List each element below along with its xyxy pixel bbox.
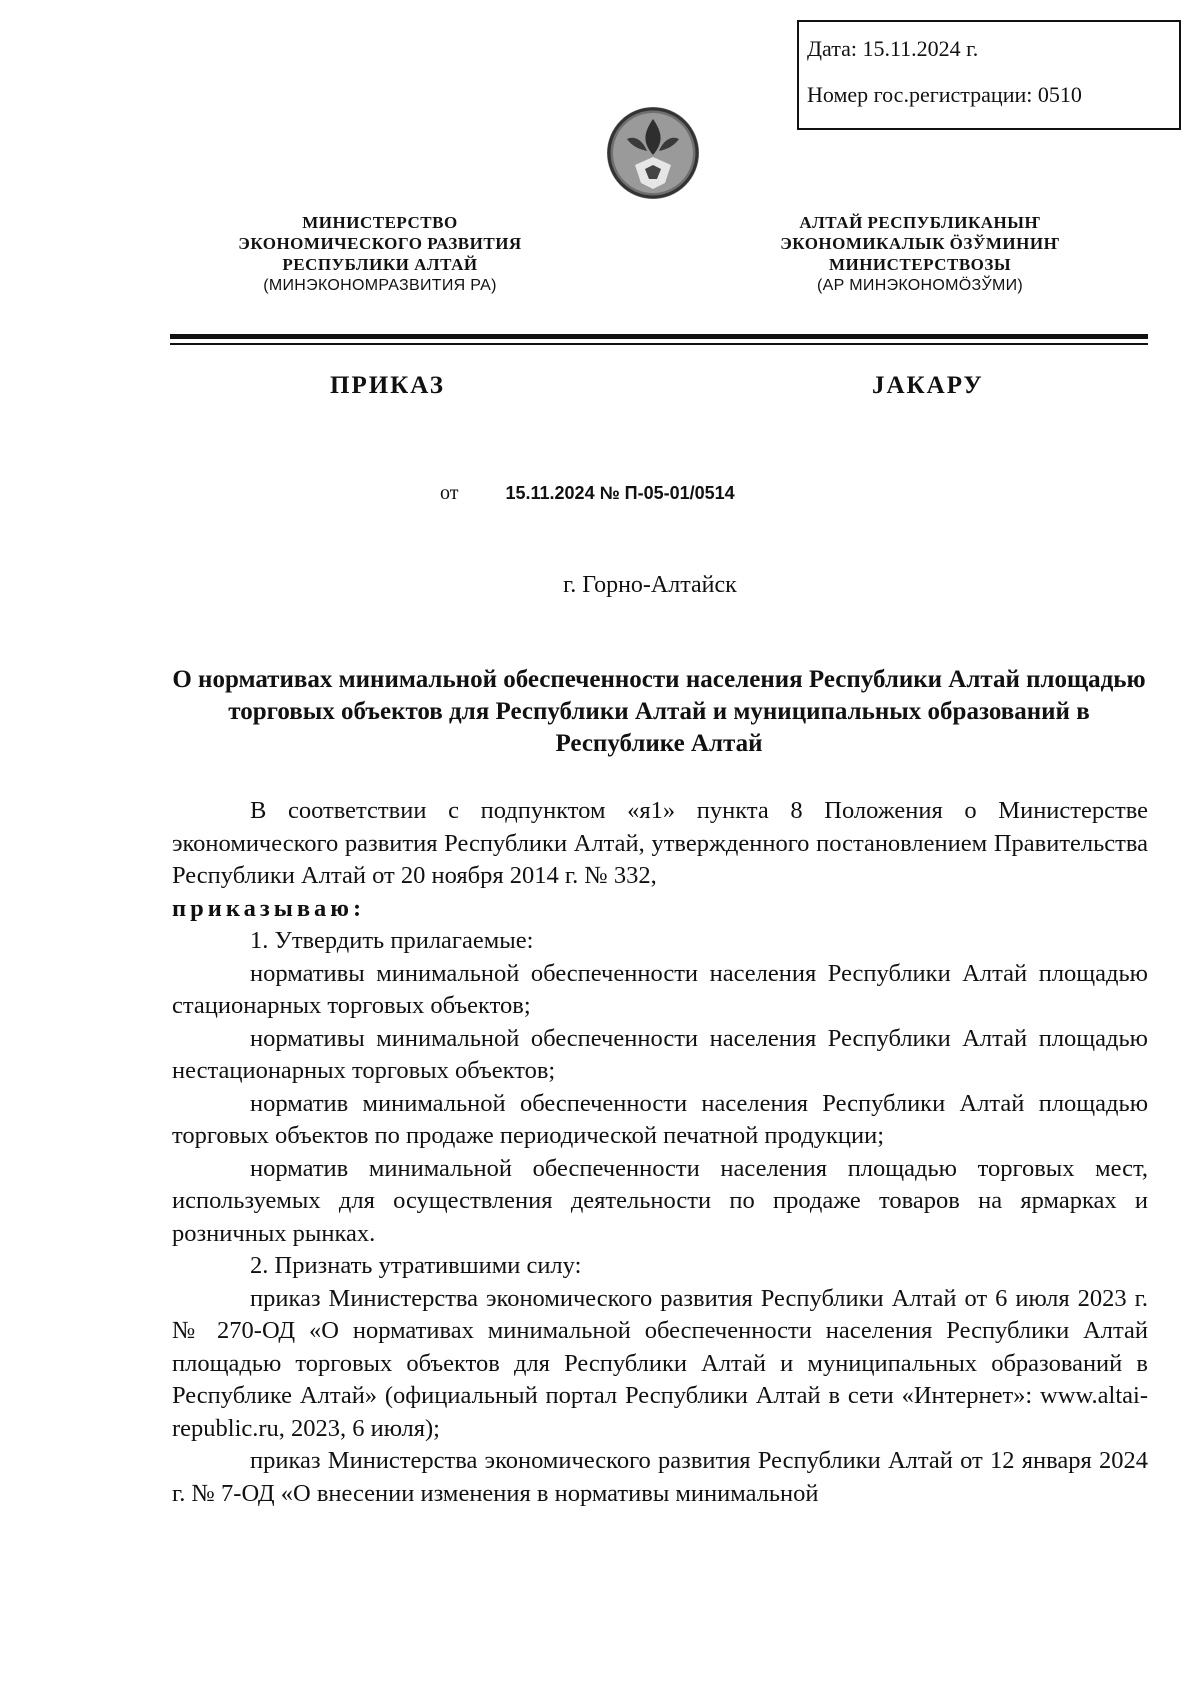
- ministry-alt-abbr: (АР МИНЭКОНОМÖЗЎМИ): [816, 277, 1024, 294]
- ministry-alt-line1: АЛТАЙ РЕСПУБЛИКАНЫҤ: [799, 213, 1041, 232]
- body-paragraph-1: В соответствии с подпунктом «я1» пункта 8 Положения о Министерстве экономического развития Республики Алтай, утвержденного постановлением Правительства Республики Алтай от 20 ноября 2014 г. № 332,: [172, 797, 1148, 889]
- ministry-ru-line2: ЭКОНОМИЧЕСКОГО РАЗВИТИЯ: [238, 234, 522, 253]
- order-verb: приказываю:: [172, 894, 366, 922]
- republic-altai-emblem-icon: [605, 105, 701, 201]
- order-word-russian: ПРИКАЗ: [330, 372, 445, 399]
- registration-box: [797, 20, 1181, 130]
- ministry-alt-line2: ЭКОНОМИКАЛЫК ÖЗЎМИНИҤ: [780, 234, 1060, 253]
- ministry-ru-abbr: (МИНЭКОНОМРАЗВИТИЯ РА): [263, 277, 497, 294]
- body-paragraph-6: норматив минимальной обеспеченности населения площадью торговых мест, используемых для осуществления деятельности по продаже товаров на ярмарках и розничных рынках.: [172, 1154, 1148, 1247]
- order-number: 15.11.2024 № П-05-01/0514: [505, 483, 735, 503]
- document-body: [172, 795, 1148, 1510]
- body-paragraph-9: приказ Министерства экономического развития Республики Алтай от 12 января 2024 г. № 7-ОД «О внесении изменения в нормативы минимальной: [172, 1447, 1148, 1507]
- header-divider-thick: [170, 334, 1148, 339]
- document-title: О нормативах минимальной обеспеченности населения Республики Алтай площадью торговых объектов для Республики Алтай и муниципальных образований в Республике Алтай: [172, 666, 1146, 757]
- registration-date: Дата: 15.11.2024 г.: [807, 36, 979, 61]
- ministry-ru-line1: МИНИСТЕРСТВО: [302, 213, 458, 232]
- ministry-header-russian: [180, 212, 580, 296]
- date-prefix: от: [440, 482, 459, 504]
- body-paragraph-7: 2. Признать утратившими силу:: [250, 1252, 582, 1279]
- body-order-verb: [172, 893, 1148, 926]
- ministry-alt-line3: МИНИСТЕРСТВОЗЫ: [828, 255, 1012, 274]
- body-paragraph-3: нормативы минимальной обеспеченности населения Республики Алтай площадью стационарных торговых объектов;: [172, 959, 1148, 1019]
- order-date-line: [440, 482, 735, 505]
- body-paragraph-8: приказ Министерства экономического развития Республики Алтай от 6 июля 2023 г. № 270-ОД «О нормативах минимальной обеспеченности населения Республики Алтай площадью торговых объектов для Республики Алтай и муниципальных образований в Республике Алтай» (официальный портал Республики Алтай в сети «Интернет»: www.altai-republic.ru, 2023, 6 июля);: [172, 1284, 1148, 1442]
- header-divider-thin: [170, 343, 1148, 345]
- ministry-header-altai: [720, 212, 1120, 296]
- city-name: г. Горно-Алтайск: [563, 572, 737, 598]
- body-paragraph-4: нормативы минимальной обеспеченности населения Республики Алтай площадью нестационарных торговых объектов;: [172, 1024, 1148, 1084]
- body-paragraph-5: норматив минимальной обеспеченности населения Республики Алтай площадью торговых объектов по продаже периодической печатной продукции;: [172, 1089, 1148, 1149]
- ministry-ru-line3: РЕСПУБЛИКИ АЛТАЙ: [282, 255, 478, 274]
- registration-number: Номер гос.регистрации: 0510: [807, 82, 1082, 107]
- order-word-altai: JАКАРУ: [872, 372, 984, 399]
- body-paragraph-2: 1. Утвердить прилагаемые:: [250, 927, 534, 954]
